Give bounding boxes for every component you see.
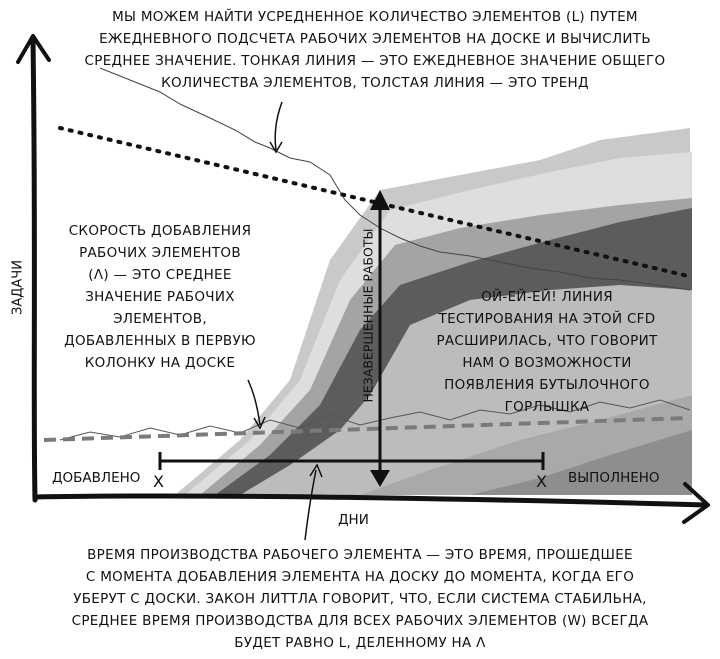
bottom-annotation-line: СРЕДНЕЕ ВРЕМЯ ПРОИЗВОДСТВА ДЛЯ ВСЕХ РАБОЧИХ ЭЛЕМЕНТОВ (W) ВСЕГДА [71,613,649,629]
top-annotation [60,6,690,94]
done-label: ВЫПОЛНЕНО [568,470,660,486]
bottom-annotation-line: ВРЕМЯ ПРОИЗВОДСТВА РАБОЧЕГО ЭЛЕМЕНТА — ЭТО ВРЕМЯ, ПРОШЕДШЕЕ [87,547,633,563]
y-axis [33,40,35,500]
left-annotation-line: РАБОЧИХ ЭЛЕМЕНТОВ [79,245,241,261]
bottom-annotation-line: С МОМЕНТА ДОБАВЛЕНИЯ ЭЛЕМЕНТА НА ДОСКУ ДО МОМЕНТА, КОГДА ЕГО [85,569,635,585]
left-annotation-line: ЭЛЕМЕНТОВ, [113,311,207,327]
y-axis-label: ЗАДАЧИ [10,260,26,315]
left-annotation-line: СКОРОСТЬ ДОБАВЛЕНИЯ [68,223,252,239]
bottom-annotation-line: УБЕРУТ С ДОСКИ. ЗАКОН ЛИТТЛА ГОВОРИТ, ЧТО, ЕСЛИ СИСТЕМА СТАБИЛЬНА, [73,591,647,607]
top-annotation-line: СРЕДНЕЕ ЗНАЧЕНИЕ. ТОНКАЯ ЛИНИЯ — ЭТО ЕЖЕДНЕВНОЕ ЗНАЧЕНИЕ ОБЩЕГО [84,53,666,69]
right-annotation-line: ОЙ-ЕЙ-ЕЙ! ЛИНИЯ [481,289,613,305]
left-annotation [50,220,270,374]
left-annotation-line: (Λ) — ЭТО СРЕДНЕЕ [88,267,232,283]
wip-label: НЕЗАВЕРШЕННЫЕ РАБОТЫ [360,228,376,403]
right-annotation-line: ГОРЛЫШКА [504,399,590,415]
top-annotation-line: КОЛИЧЕСТВА ЭЛЕМЕНТОВ, ТОЛСТАЯ ЛИНИЯ — ЭТО ТРЕНД [161,75,589,91]
right-annotation [402,286,692,418]
left-annotation-line: ДОБАВЛЕННЫХ В ПЕРВУЮ [64,333,256,349]
added-x-mark: X [153,472,164,491]
x-axis-label: ДНИ [338,512,369,528]
done-x-mark: X [536,472,547,491]
bottom-annotation-line: БУДЕТ РАВНО L, ДЕЛЕННОМУ НА Λ [234,635,486,651]
right-annotation-line: ТЕСТИРОВАНИЯ НА ЭТОЙ CFD [438,311,656,327]
right-annotation-line: ПОЯВЛЕНИЯ БУТЫЛОЧНОГО [444,377,650,393]
left-annotation-line: ЗНАЧЕНИЕ РАБОЧИХ [85,289,235,305]
top-annotation-line: ЕЖЕДНЕВНОГО ПОДСЧЕТА РАБОЧИХ ЭЛЕМЕНТОВ НА ДОСКЕ И ВЫЧИСЛИТЬ [99,31,651,47]
top-annotation-line: МЫ МОЖЕМ НАЙТИ УСРЕДНЕННОЕ КОЛИЧЕСТВО ЭЛЕМЕНТОВ (L) ПУТЕМ [112,9,638,25]
bottom-annotation [20,544,700,654]
added-label: ДОБАВЛЕНО [52,470,141,486]
right-annotation-line: НАМ О ВОЗМОЖНОСТИ [462,355,632,371]
right-annotation-line: РАСШИРИЛАСЬ, ЧТО ГОВОРИТ [436,333,658,349]
left-annotation-line: КОЛОНКУ НА ДОСКЕ [84,355,236,371]
x-axis [35,496,706,505]
